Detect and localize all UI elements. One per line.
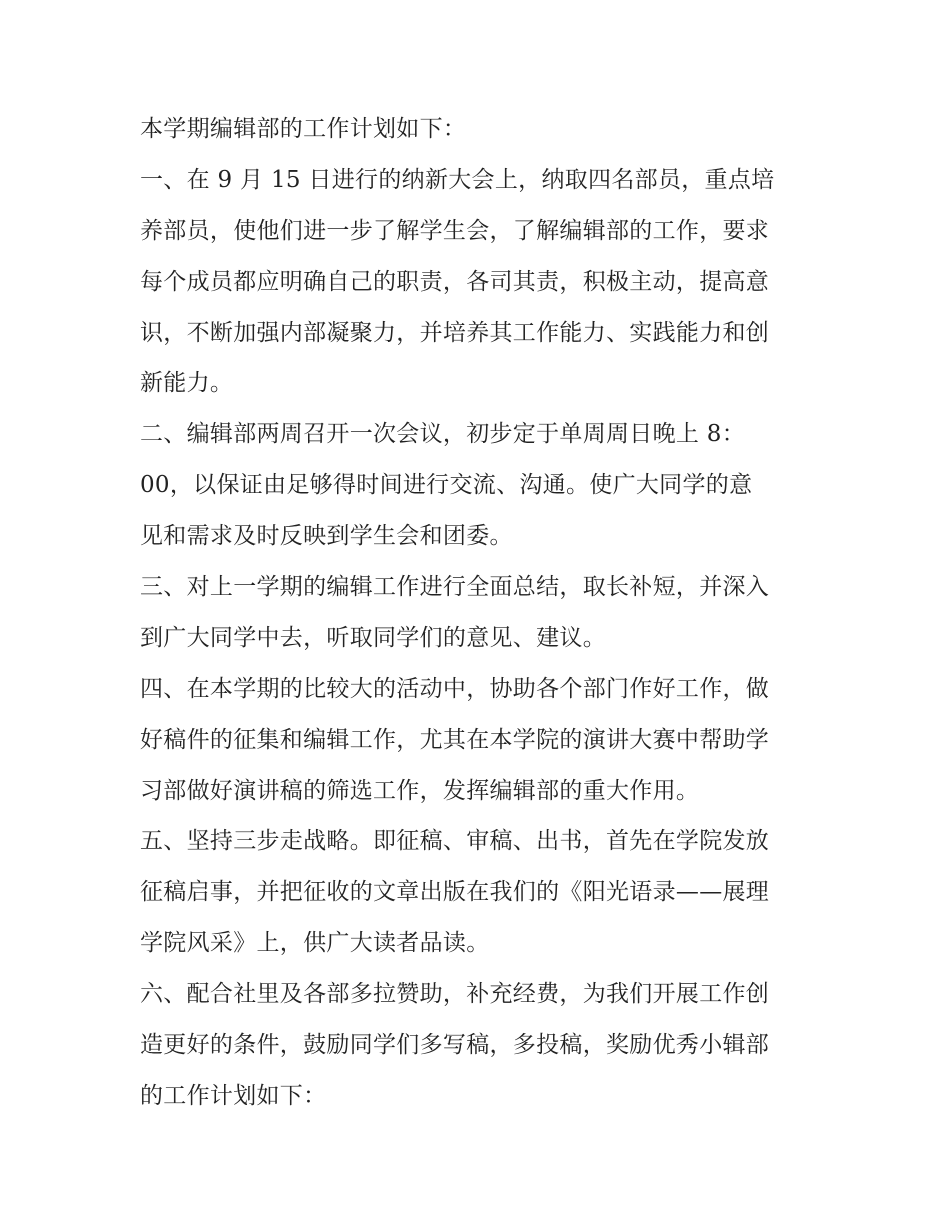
text-line: 见和需求及时反映到学生会和团委。 [140,523,513,550]
text-line: 的工作计划如下： [140,1082,327,1109]
text-line: 本学期编辑部的工作计划如下： [140,116,467,142]
text-line: 每个成员都应明确自己的职责，各司其责，积极主动，提高意 [140,268,770,295]
text-line: 识，不断加强内部凝聚力，并培养其工作能力、实践能力和创 [140,319,770,346]
text-line: 习部做好演讲稿的筛选工作，发挥编辑部的重大作用。 [140,777,700,804]
text-line: 学院风采》上，供广大读者品读。 [140,930,490,957]
text-line: 00，以保证由足够得时间进行交流、沟通。使广大同学的意 [140,472,753,499]
text-line: 二、编辑部两周召开一次会议，初步定于单周周日晚上 8： [140,421,746,448]
text-line: 一、在 9 月 15 日进行的纳新大会上，纳取四名部员，重点培 [140,166,775,193]
document-body [140,104,820,1122]
text-line: 新能力。 [140,370,234,397]
text-line: 四、在本学期的比较大的活动中，协助各个部门作好工作，做 [140,675,770,702]
text-line: 养部员，使他们进一步了解学生会，了解编辑部的工作，要求 [140,217,770,244]
text-line: 到广大同学中去，听取同学们的意见、建议。 [140,624,606,651]
text-line: 三、对上一学期的编辑工作进行全面总结，取长补短，并深入 [140,574,770,601]
text-line: 好稿件的征集和编辑工作，尤其在本学院的演讲大赛中帮助学 [140,726,770,753]
text-line: 六、配合社里及各部多拉赞助，补充经费，为我们开展工作创 [140,981,770,1008]
text-line: 征稿启事，并把征收的文章出版在我们的《阳光语录——展理 [140,879,770,906]
text-line: 五、坚持三步走战略。即征稿、审稿、出书，首先在学院发放 [140,828,770,855]
text-line: 造更好的条件，鼓励同学们多写稿，多投稿，奖励优秀小辑部 [140,1032,770,1059]
